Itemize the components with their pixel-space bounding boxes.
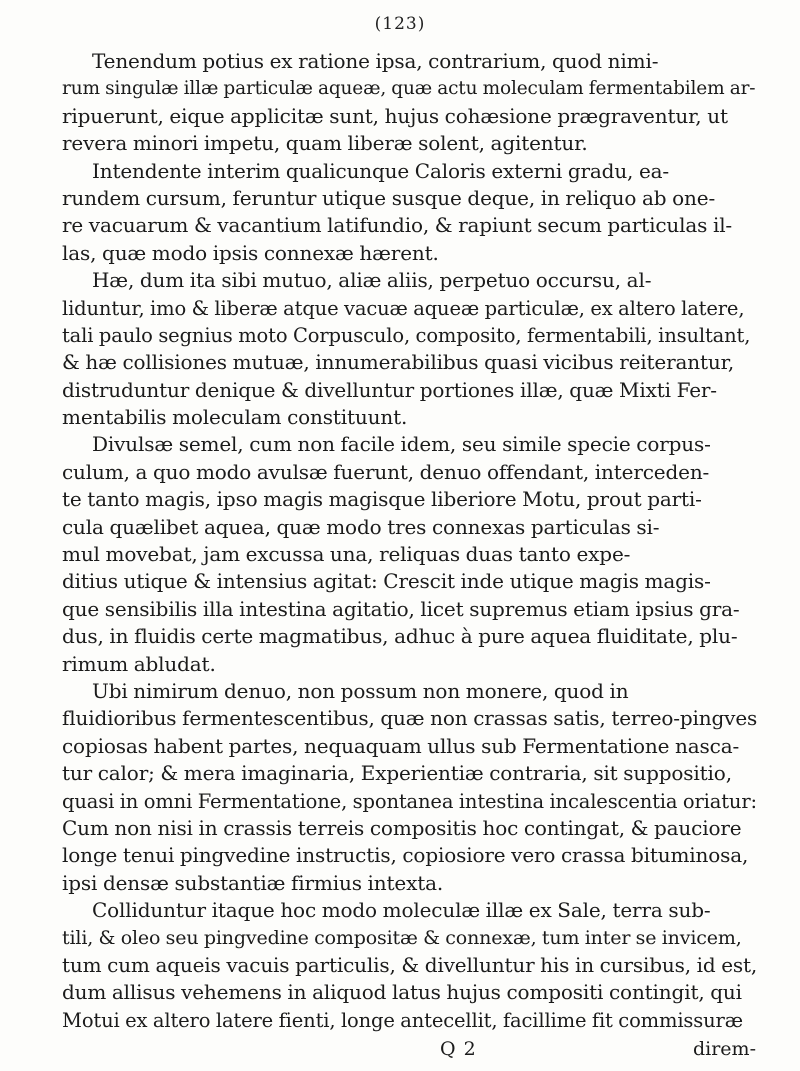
text-line: copiosas habent partes, nequaquam ullus sub Fermentatione nasca- bbox=[62, 733, 740, 758]
page-number-header: (123) bbox=[374, 14, 426, 34]
text-line: Intendente interim qualicunque Caloris externi gradu, ea- bbox=[92, 158, 670, 183]
text-line: tili, & oleo seu pingvedine compositæ & connexæ, tum inter se invicem, bbox=[62, 926, 742, 949]
text-line: revera minori impetu, quam liberæ solent, agitentur. bbox=[62, 131, 588, 156]
text-line: rum singulæ illæ particulæ aqueæ, quæ actu moleculam fermentabilem ar- bbox=[62, 78, 756, 100]
text-line: tali paulo segnius moto Corpusculo, composito, fermentabili, insultant, bbox=[62, 323, 751, 347]
text-line: las, quæ modo ipsis connexæ hærent. bbox=[62, 240, 439, 265]
text-line: Colliduntur itaque hoc modo moleculæ illæ ex Sale, terra sub- bbox=[92, 898, 711, 923]
text-line: dum allisus vehemens in aliquod latus hujus compositi contingit, qui bbox=[62, 980, 742, 1005]
text-line: re vacuarum & vacantium latifundio, & rapiunt secum particulas il- bbox=[62, 213, 733, 238]
body-text bbox=[62, 48, 758, 1034]
text-line: rimum abludat. bbox=[62, 651, 216, 676]
text-line: quasi in omni Fermentatione, spontanea intestina incalescentia oriatur: bbox=[62, 789, 757, 813]
text-line: dus, in fluidis certe magmatibus, adhuc à pure aquea fluiditate, plu- bbox=[62, 624, 738, 649]
text-line: distruduntur denique & divelluntur portiones illæ, quæ Mixti Fer- bbox=[62, 377, 717, 402]
text-line: culum, a quo modo avulsæ fuerunt, denuo offendant, interceden- bbox=[62, 459, 710, 484]
signature-mark: Q 2 bbox=[440, 1038, 477, 1060]
text-line: liduntur, imo & liberæ atque vacuæ aqueæ particulæ, ex altero latere, bbox=[62, 296, 745, 320]
text-line: Motui ex altero latere fienti, longe antecellit, facillime fit commissuræ bbox=[62, 1008, 743, 1032]
text-line: longe tenui pingvedine instructis, copiosiore vero crassa bituminosa, bbox=[62, 843, 749, 868]
text-line: ditius utique & intensius agitat: Crescit inde utique magis magis- bbox=[62, 569, 711, 594]
text-line: Ubi nimirum denuo, non possum non monere, quod in bbox=[92, 678, 629, 703]
text-line: cula quælibet aquea, quæ modo tres connexas particulas si- bbox=[62, 514, 660, 539]
text-line: te tanto magis, ipso magis magisque liberiore Motu, prout parti- bbox=[62, 487, 702, 512]
text-line: & hæ collisiones mutuæ, innumerabilibus quasi vicibus reiterantur, bbox=[62, 350, 735, 375]
text-line: mentabilis moleculam constituunt. bbox=[62, 405, 408, 430]
text-line: tum cum aqueis vacuis particulis, & divelluntur his in cursibus, id est, bbox=[62, 952, 758, 977]
text-line: rundem cursum, feruntur utique susque deque, in reliquo ab one- bbox=[62, 185, 716, 210]
text-line: Hæ, dum ita sibi mutuo, aliæ aliis, perpetuo occursu, al- bbox=[92, 268, 652, 293]
text-line: ripuerunt, eique applicitæ sunt, hujus cohæsione prægraventur, ut bbox=[62, 103, 728, 128]
text-line: que sensibilis illa intestina agitatio, licet supremus etiam ipsius gra- bbox=[62, 596, 740, 621]
text-line: tur calor; & mera imaginaria, Experientiæ contraria, sit suppositio, bbox=[62, 761, 732, 786]
catchword: direm- bbox=[692, 1038, 756, 1060]
text-line: mul movebat, jam excussa una, reliquas duas tanto expe- bbox=[62, 542, 631, 567]
text-line: fluidioribus fermentescentibus, quæ non crassas satis, terreo-pingves bbox=[62, 706, 758, 731]
text-line: Divulsæ semel, cum non facile idem, seu simile specie corpus- bbox=[92, 432, 711, 457]
page-footer bbox=[0, 1038, 800, 1066]
text-line: ipsi densæ substantiæ firmius intexta. bbox=[62, 870, 444, 895]
text-line: Cum non nisi in crassis terreis compositis hoc contingat, & pauciore bbox=[62, 815, 742, 840]
text-line: Tenendum potius ex ratione ipsa, contrarium, quod nimi- bbox=[92, 49, 659, 73]
